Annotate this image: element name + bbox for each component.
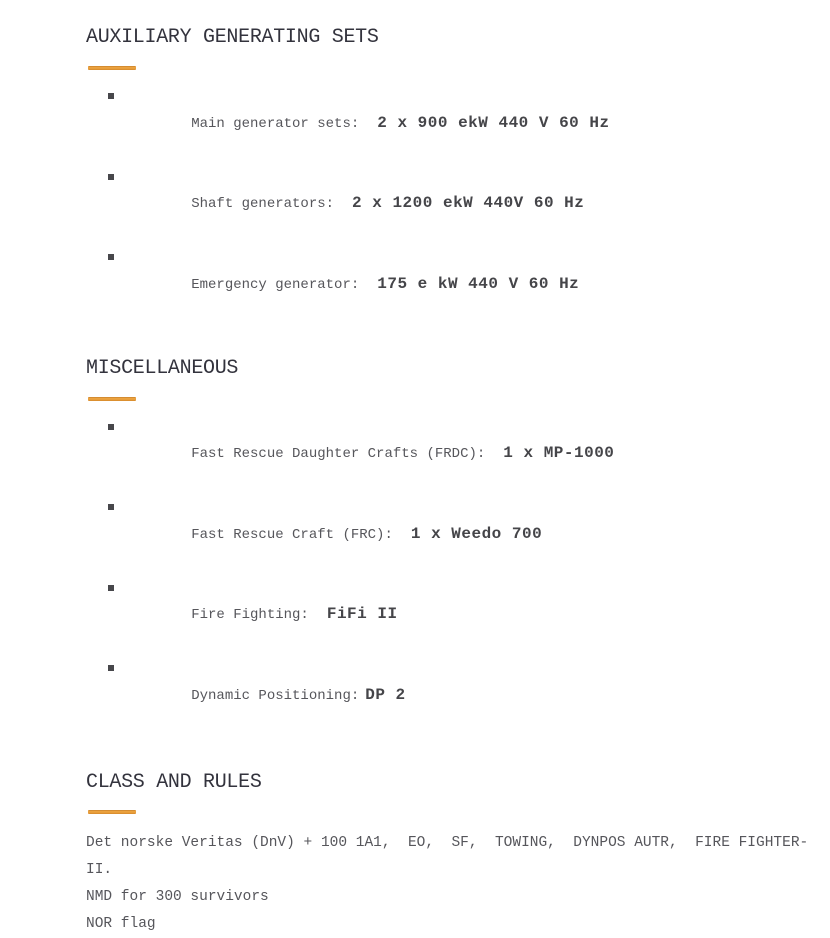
section-title: AUXILIARY GENERATING SETS bbox=[86, 26, 379, 49]
class-notation-line: II. bbox=[86, 861, 113, 878]
spec-label: Dynamic Positioning: bbox=[191, 687, 360, 704]
list-item bbox=[86, 83, 830, 164]
square-bullet-icon bbox=[108, 93, 114, 99]
accent-underline bbox=[88, 810, 136, 814]
section-auxiliary-generating-sets bbox=[86, 26, 830, 325]
flag-line: NOR flag bbox=[86, 915, 156, 932]
nmd-survivors-line: NMD for 300 survivors bbox=[86, 888, 269, 905]
square-bullet-icon bbox=[108, 504, 114, 510]
section-title: MISCELLANEOUS bbox=[86, 356, 239, 380]
square-bullet-icon bbox=[108, 174, 114, 180]
section-class-and-rules bbox=[86, 771, 830, 938]
list-item bbox=[86, 414, 830, 495]
spec-value: 1 x MP-1000 bbox=[503, 444, 615, 462]
list-item bbox=[86, 244, 830, 325]
square-bullet-icon bbox=[108, 424, 114, 430]
spec-label: Fast Rescue Daughter Crafts (FRDC): bbox=[191, 446, 486, 462]
section-miscellaneous bbox=[86, 357, 830, 736]
section-title: CLASS AND RULES bbox=[86, 770, 262, 794]
spec-label: Shaft generators: bbox=[191, 196, 335, 212]
square-bullet-icon bbox=[108, 585, 114, 591]
list-item bbox=[86, 494, 830, 575]
spec-value: 1 x Weedo 700 bbox=[410, 524, 543, 543]
class-notation-paragraph bbox=[86, 830, 830, 938]
square-bullet-icon bbox=[108, 665, 114, 671]
spec-value: 175 e kW 440 V 60 Hz bbox=[377, 274, 580, 293]
spec-label: Emergency generator: bbox=[191, 276, 360, 293]
spec-value: DP 2 bbox=[365, 685, 406, 704]
square-bullet-icon bbox=[108, 254, 114, 260]
class-notation-line: Det norske Veritas (DnV) + 100 1A1, EO, SF, TOWING, DYNPOS AUTR, FIRE FIGHTER- bbox=[86, 834, 809, 851]
spec-value: 2 x 1200 ekW 440V 60 Hz bbox=[352, 194, 585, 212]
spec-value: FiFi II bbox=[326, 605, 398, 623]
list-item bbox=[86, 164, 830, 245]
spec-label: Fast Rescue Craft (FRC): bbox=[191, 526, 393, 543]
spec-list bbox=[86, 414, 830, 736]
spec-label: Main generator sets: bbox=[191, 115, 360, 132]
spec-list bbox=[86, 83, 830, 325]
spec-label: Fire Fighting: bbox=[191, 607, 309, 623]
spec-value: 2 x 900 ekW 440 V 60 Hz bbox=[377, 113, 610, 132]
list-item bbox=[86, 655, 830, 736]
accent-underline bbox=[88, 397, 136, 401]
list-item bbox=[86, 575, 830, 656]
accent-underline bbox=[88, 66, 136, 70]
